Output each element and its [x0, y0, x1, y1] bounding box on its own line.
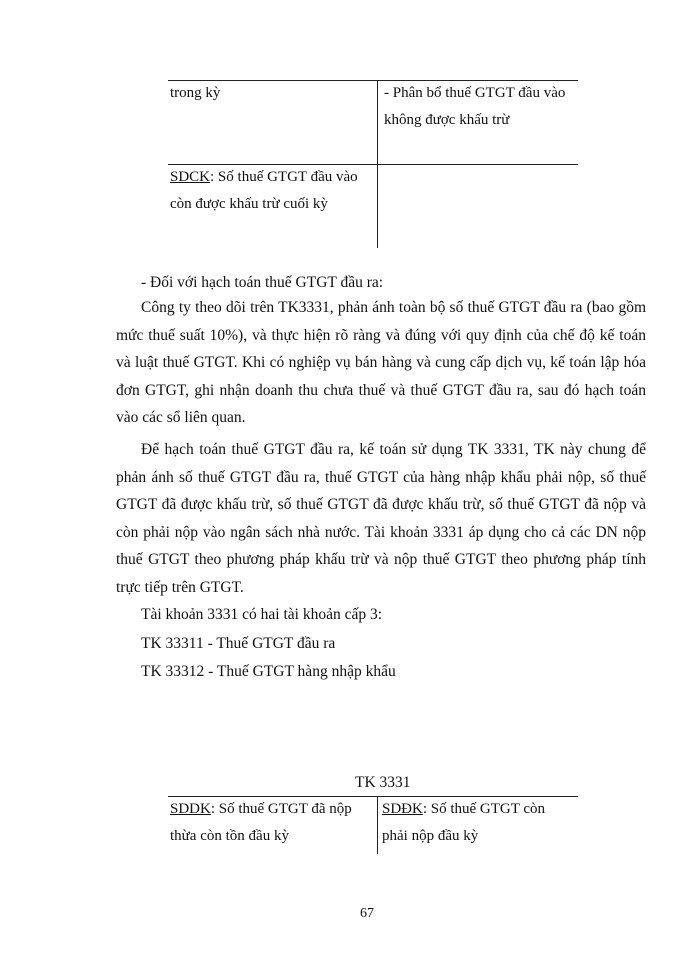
top-table-cell-r1-right: - Phân bổ thuế GTGT đầu vào không được khấu trừ: [384, 85, 566, 128]
top-table-cell-r1-left: trong kỳ: [170, 85, 221, 101]
paragraph-2: Để hạch toán thuế GTGT đầu ra, kế toán sử dụng TK 3331, TK này chung để phản ánh số thuế GTGT đầu ra, thuế GTGT của hàng nhập khẩu phải nộp, số thuế GTGT đã được khấu trừ, số thuế GTGT đã được khấu trừ, số thuế GTGT đã nộp và còn phải nộp vào ngân sách nhà nước. Tài khoản 3331 áp dụng cho cả các DN nộp thuế GTGT theo phương pháp khấu trừ và nộp thuế GTGT theo phương pháp tính trực tiếp trên GTGT.: [116, 441, 646, 596]
top-table-cell-r2-left: SDCK: Số thuế GTGT đầu vào còn được khấu trừ cuối kỳ: [170, 169, 358, 212]
sdck-label: SDCK: [170, 169, 211, 185]
t-account-divider: [377, 796, 378, 854]
subaccount-33311: TK 33311 - Thuế GTGT đầu ra: [141, 635, 336, 652]
sddk-right-label: SDĐK: [382, 801, 423, 817]
t-account-left: SDDK: Số thuế GTGT đã nộp thừa còn tồn đầu kỳ: [170, 801, 352, 844]
t-account-right: SDĐK: Số thuế GTGT còn phải nộp đầu kỳ: [382, 801, 546, 844]
sddk-label: SDDK: [170, 801, 211, 817]
page-number: 67: [360, 906, 374, 921]
t-account-title: TK 3331: [355, 774, 411, 791]
subaccount-33312: TK 33312 - Thuế GTGT hàng nhập khẩu: [141, 663, 396, 680]
subaccount-intro: Tài khoản 3331 có hai tài khoản cấp 3:: [141, 606, 383, 623]
paragraph-1: Công ty theo dõi trên TK3331, phản ánh toàn bộ số thuế GTGT đầu ra (bao gồm mức thuế suất 10%), và thực hiện rõ ràng và đúng với quy định của chế độ kế toán và luật thuế GTGT. Khi có nghiệp vụ bán hàng và cung cấp dịch vụ, kế toán lập hóa đơn GTGT, ghi nhận doanh thu chưa thuế và thuế GTGT đầu ra, sau đó hạch toán vào các sổ liên quan.: [116, 299, 646, 426]
heading-output-vat: - Đối với hạch toán thuế GTGT đầu ra:: [141, 274, 384, 291]
